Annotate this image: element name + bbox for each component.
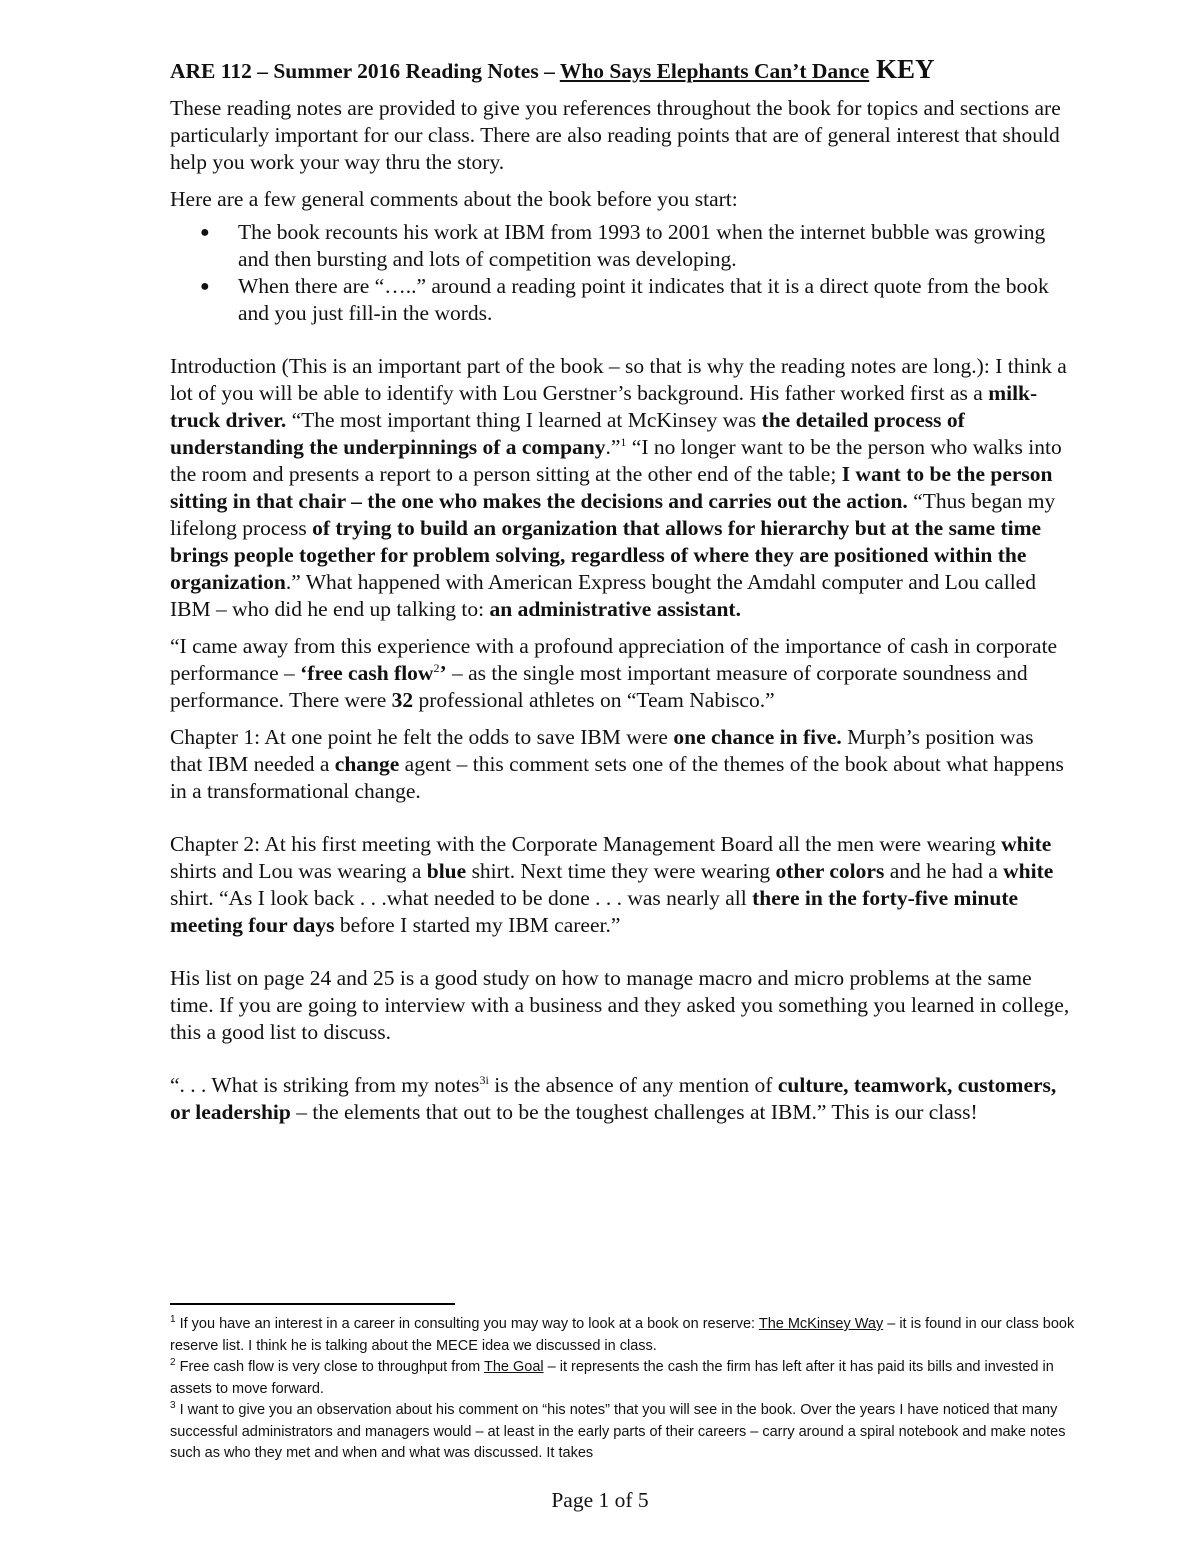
title-prefix: ARE 112 – Summer 2016 Reading Notes – <box>170 59 560 83</box>
cash-paragraph <box>170 633 1070 714</box>
document-title <box>170 56 1070 85</box>
footnote-number: 3 <box>170 1400 176 1412</box>
bold-answer: ’ <box>439 661 447 685</box>
general-comments-lead: Here are a few general comments about the book before you start: <box>170 187 738 211</box>
bold-answer: one chance in five. <box>673 725 842 749</box>
bold-answer: of trying to build an organization that allows for hierarchy but at the same time brings people together for problem solving, regardless of where they are positioned within the organization <box>170 516 1042 594</box>
footnote-1 <box>170 1314 1075 1357</box>
book-title: The Goal <box>483 1359 544 1375</box>
footnote-divider <box>170 1303 455 1305</box>
book-title: The McKinsey Way <box>758 1316 884 1332</box>
general-comments-list <box>170 219 1070 327</box>
bold-answer: I want to be the person sitting in that chair – the one who makes the decisions and carries out the action. <box>170 462 1053 513</box>
chapter-1-paragraph <box>170 724 1070 805</box>
bold-answer: an administrative assistant. <box>489 597 741 621</box>
list-item-text: When there are “…..” around a reading point it indicates that it is a direct quote from the book and you just fill-in the words. <box>238 274 1049 325</box>
bold-answer: white <box>1001 832 1052 856</box>
text-run: “Thus began my lifelong process <box>170 489 1056 540</box>
text-run: – it represents the cash the firm has left after it has paid its bills and invested in assets to move forward. <box>170 1359 1054 1397</box>
title-key: KEY <box>869 54 935 84</box>
bold-answer: milk-truck driver. <box>170 381 1038 432</box>
text-run: If you have an interest in a career in consulting you may way to look at a book on reserve: <box>175 1316 759 1332</box>
text-run: .” What happened with American Express bought the Amdahl computer and Lou called IBM – who did he end up talking to: <box>170 570 1036 621</box>
page-number: Page 1 of 5 <box>551 1488 649 1512</box>
text-run: before I started my IBM career.” <box>334 913 621 937</box>
text-run: “The most important thing I learned at McKinsey was <box>286 408 762 432</box>
list-item <box>200 219 1070 273</box>
footnote-number: 2 <box>170 1357 176 1369</box>
text-run: Murph’s position was that IBM needed a <box>170 725 1034 776</box>
list-item-text: The book recounts his work at IBM from 1993 to 2001 when the internet bubble was growing and then bursting and lots of competition was developing. <box>238 220 1046 271</box>
text-run: “I came away from this experience with a profound appreciation of the importance of cash in corporate performance – <box>170 634 1058 685</box>
text-run: Chapter 1: At one point he felt the odds to save IBM were <box>170 725 674 749</box>
body-content <box>170 56 1070 1136</box>
text-run: – the elements that out to be the toughest challenges at IBM.” This is our class! <box>290 1100 978 1124</box>
text-run: Chapter 2: At his first meeting with the Corporate Management Board all the men were wearing <box>170 832 1002 856</box>
bold-answer: there in the forty-five minute meeting four days <box>170 886 1019 937</box>
footnote-3 <box>170 1400 1075 1465</box>
list-paragraph: His list on page 24 and 25 is a good study on how to manage macro and micro problems at the same time. If you are going to interview with a business and they asked you something you learned in college, this a good list to discuss. <box>170 966 1070 1044</box>
text-run: – as the single most important measure of corporate soundness and performance. There were <box>170 661 1028 712</box>
text-run: shirts and Lou was wearing a <box>170 859 427 883</box>
footnote-ref: 1 <box>620 434 627 449</box>
bullet-icon: ● <box>200 224 210 241</box>
footnote-number: 1 <box>170 1314 176 1326</box>
list-item <box>200 273 1070 327</box>
footnotes <box>170 1314 1075 1465</box>
chapter-2-paragraph <box>170 831 1070 939</box>
bold-answer: blue <box>426 859 467 883</box>
bold-answer: change <box>334 752 400 776</box>
text-run: is the absence of any mention of <box>488 1073 778 1097</box>
text-run: “. . . What is striking from my notes <box>170 1073 480 1097</box>
bold-answer: other colors <box>775 859 885 883</box>
title-book: Who Says Elephants Can’t Dance <box>559 59 870 83</box>
intro-paragraph: These reading notes are provided to give you references throughout the book for topics and sections are particularly important for our class. There are also reading points that are of general interest that should help you work your way thru the story. <box>170 96 1061 174</box>
bold-answer: white <box>1003 859 1054 883</box>
text-run: I want to give you an observation about his comment on “his notes” that you will see in the book. Over the years I have noticed that many successful administrators and managers would – at least in the early parts of their careers – carry around a spiral notebook and make notes such as who they met and when and what was discussed. It takes <box>170 1402 1066 1461</box>
text-run: Introduction (This is an important part of the book – so that is why the reading notes are long.): I think a lot of you will be able to identify with Lou Gerstner’s background. His father worked first as a <box>170 354 1067 405</box>
bullet-icon: ● <box>200 278 210 295</box>
text-run: – it is found in our class book reserve list. I think he is talking about the MECE idea we discussed in class. <box>170 1316 1075 1354</box>
bold-answer: culture, teamwork, customers, or leadership <box>170 1073 1057 1124</box>
text-run: shirt. Next time they were wearing <box>466 859 776 883</box>
text-run: professional athletes on “Team Nabisco.” <box>413 688 775 712</box>
notes-paragraph <box>170 1072 1070 1126</box>
footnote-ref: 2 <box>433 660 440 675</box>
bold-answer: 32 <box>391 688 414 712</box>
footnote-ref: 3i <box>479 1072 489 1087</box>
text-run: “I no longer want to be the person who walks into the room and presents a report to a person sitting at the other end of the table; <box>170 435 1062 486</box>
text-run: agent – this comment sets one of the themes of the book about what happens in a transformational change. <box>170 752 1064 803</box>
introduction-paragraph <box>170 353 1070 623</box>
footnote-2 <box>170 1357 1075 1400</box>
text-run: and he had a <box>884 859 1004 883</box>
text-run: shirt. “As I look back . . .what needed to be done . . . was nearly all <box>170 886 753 910</box>
text-run: .” <box>605 435 621 459</box>
bold-answer: the detailed process of understanding the underpinnings of a company <box>170 408 965 459</box>
bold-answer: ‘free cash flow <box>300 661 434 685</box>
text-run: Free cash flow is very close to throughput from <box>175 1359 484 1375</box>
